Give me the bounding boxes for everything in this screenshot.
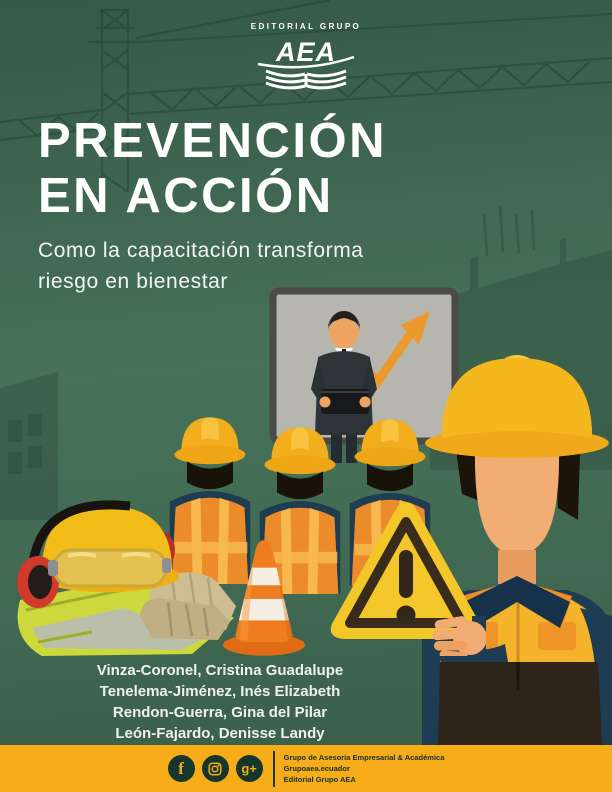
traffic-cone [220,533,308,659]
book-title-line1: PREVENCIÓN [38,114,388,168]
exclamation-mark [397,550,416,625]
author-line: León-Fajardo, Denisse Landy [115,725,325,742]
safety-goggles [48,550,171,586]
subtitle-line1: Como la capacitación transforma [38,239,364,262]
warning-triangle-sign [326,498,486,656]
presenter-head [329,318,359,348]
footer-text-block [284,752,445,785]
worker-hand [432,615,486,656]
footer-line-company: Grupo de Asesoría Empresarial & Académica [283,753,445,762]
worker-face [475,444,559,556]
author-line: Rendon-Guerra, Gina del Pilar [112,704,328,721]
author-line: Vinza-Coronel, Cristina Guadalupe [96,662,344,679]
open-book-icon [266,71,346,88]
subtitle-line2: riesgo en bienestar [38,270,229,293]
safety-equipment [2,478,242,660]
title-block [38,114,387,297]
footer-divider [273,751,275,787]
footer-bar [0,745,612,792]
worker-pants [438,662,602,745]
publisher-imprint-label: EDITORIAL GRUPO [250,22,362,31]
footer-line-handle: Grupoaea.ecuador [283,764,350,773]
instagram-icon [202,755,229,782]
worker-hard-hat [425,355,609,458]
facebook-icon: f [168,755,195,782]
publisher-logo-block [0,22,612,96]
aea-logo [248,33,364,91]
footer-line-editorial: Editorial Grupo AEA [283,775,356,784]
authors-block [0,660,440,744]
google-plus-icon: g+ [236,755,263,782]
author-line: Tenelema-Jiménez, Inés Elizabeth [99,683,341,700]
book-title-line2: EN ACCIÓN [38,169,334,223]
aea-logo-letters: AEA [275,37,337,67]
